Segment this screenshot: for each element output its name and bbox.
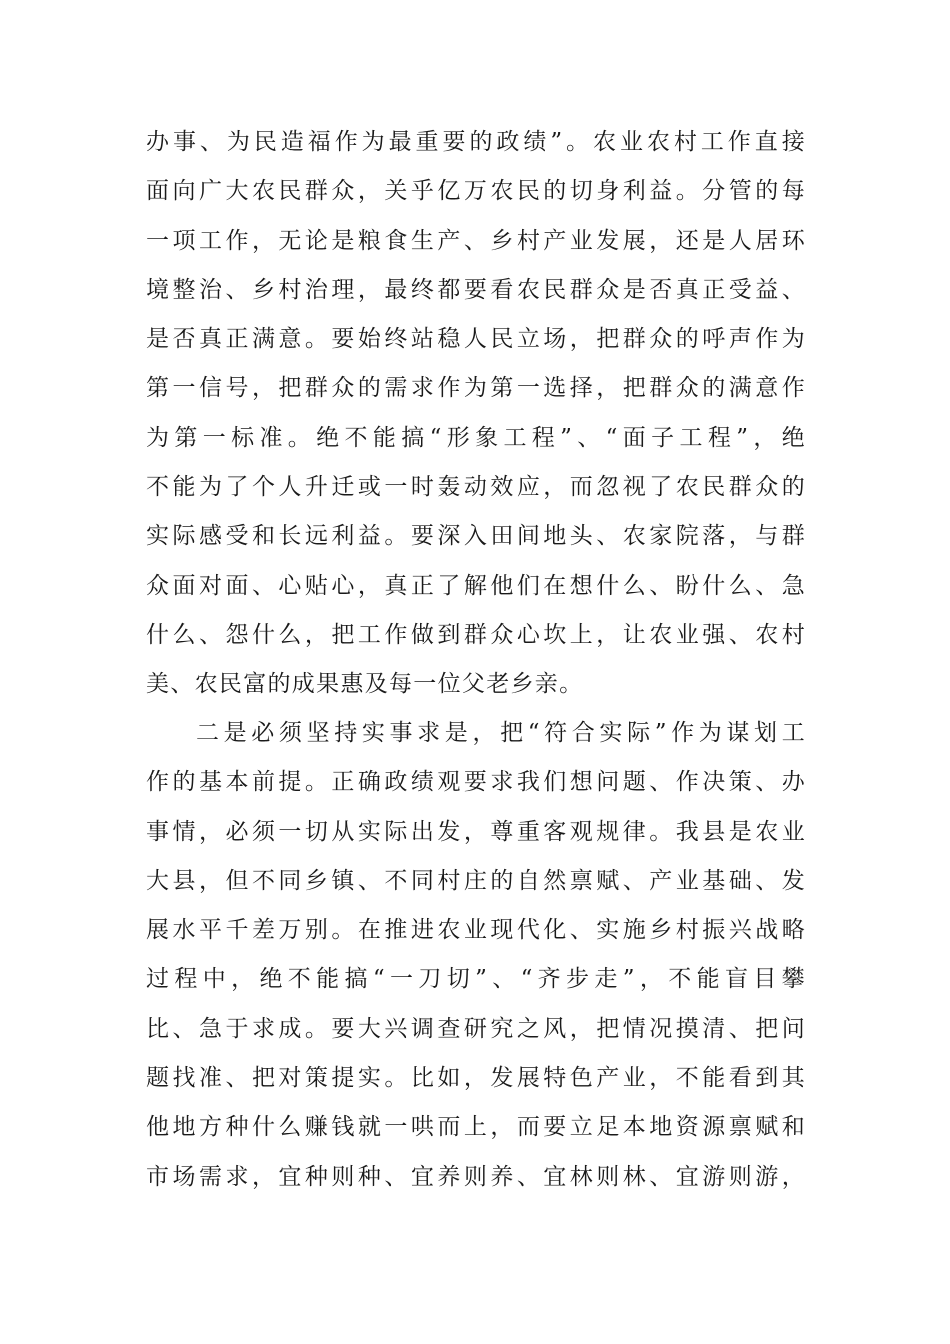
paragraph-line: 过程中，绝不能搞“一刀切”、“齐步走”，不能盲目攀: [146, 966, 806, 993]
paragraph-line: 大县，但不同乡镇、不同村庄的自然禀赋、产业基础、发: [146, 867, 806, 894]
paragraph-line: 办事、为民造福作为最重要的政绩”。农业农村工作直接: [146, 129, 806, 155]
paragraph-line: 不能为了个人升迁或一时轰动效应，而忽视了农民群众的: [146, 474, 806, 501]
paragraph-line: 市场需求，宜种则种、宜养则养、宜林则林、宜游则游，: [146, 1163, 806, 1190]
paragraph-line: 事情，必须一切从实际出发，尊重客观规律。我县是农业: [146, 818, 806, 845]
paragraph-line: 比、急于求成。要大兴调查研究之风，把情况摸清、把问: [146, 1015, 806, 1042]
paragraph-line: 境整治、乡村治理，最终都要看农民群众是否真正受益、: [146, 276, 806, 303]
paragraph-line: 是否真正满意。要始终站稳人民立场，把群众的呼声作为: [146, 326, 806, 353]
paragraph-line: 众面对面、心贴心，真正了解他们在想什么、盼什么、急: [146, 572, 806, 599]
paragraph-line-last: 美、农民富的成果惠及每一位父老乡亲。: [146, 671, 584, 698]
paragraph-2: [146, 709, 806, 1202]
paragraph-line: 为第一标准。绝不能搞“形象工程”、“面子工程”，绝: [146, 424, 806, 451]
paragraph-1: [146, 118, 806, 710]
paragraph-line: 作的基本前提。正确政绩观要求我们想问题、作决策、办: [146, 769, 806, 796]
paragraph-line: 什么、怨什么，把工作做到群众心坎上，让农业强、农村: [146, 621, 806, 648]
paragraph-line: 题找准、把对策提实。比如，发展特色产业，不能看到其: [146, 1065, 806, 1092]
paragraph-line: 面向广大农民群众，关乎亿万农民的切身利益。分管的每: [146, 178, 806, 205]
paragraph-line: 实际感受和长远利益。要深入田间地头、农家院落，与群: [146, 523, 806, 550]
paragraph-line: 他地方种什么赚钱就一哄而上，而要立足本地资源禀赋和: [146, 1114, 806, 1141]
paragraph-first-line: 二是必须坚持实事求是，把“符合实际”作为谋划工: [196, 720, 806, 746]
paragraph-line: 展水平千差万别。在推进农业现代化、实施乡村振兴战略: [146, 917, 806, 944]
paragraph-line: 第一信号，把群众的需求作为第一选择，把群众的满意作: [146, 375, 806, 402]
paragraph-line: 一项工作，无论是粮食生产、乡村产业发展，还是人居环: [146, 227, 806, 254]
